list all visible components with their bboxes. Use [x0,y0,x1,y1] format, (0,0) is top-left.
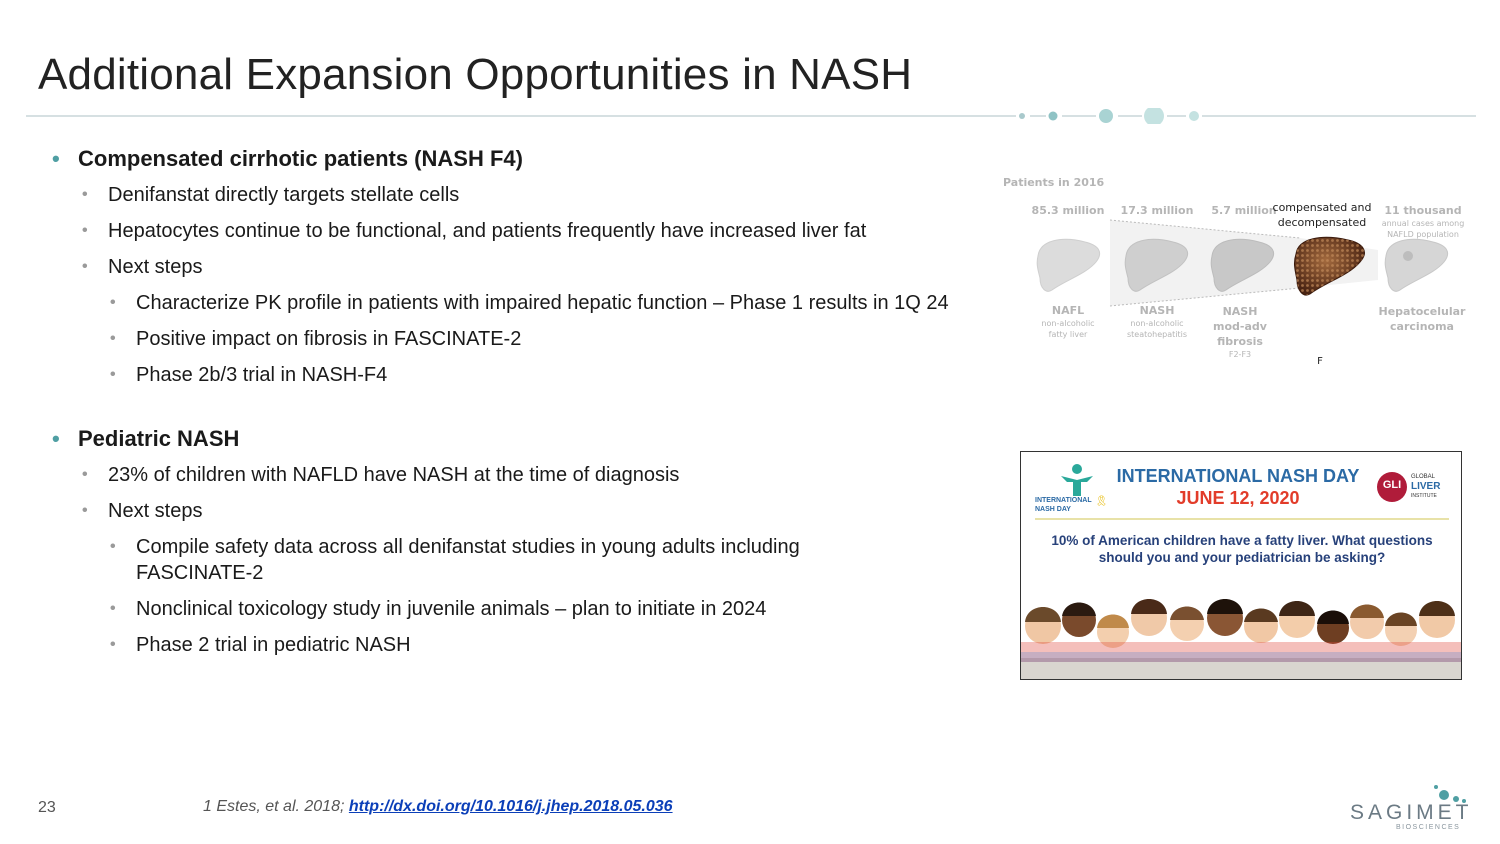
ribbon-icon: 🎗 [1095,496,1108,507]
stage-name: Hepatocelular carcinoma [1378,305,1466,333]
nash-day-banner [1020,451,1462,680]
sub-bullet-item: • Compile safety data across all denifanstat studies in young adults including FASCINATE-2 [52,534,892,586]
child-face [1025,599,1455,648]
gli-logo-text-top: GLOBAL [1411,474,1436,480]
nafld-progression-infographic [1000,168,1470,373]
bullet-content [52,146,982,658]
section-heading: • Compensated cirrhotic patients (NASH F4) [52,146,982,172]
sub-bullet-item: • Phase 2 trial in pediatric NASH [52,632,982,658]
infographic-header: Patients in 2016 [1003,176,1105,189]
gli-logo-text-bottom: INSTITUTE [1411,493,1437,499]
sagimet-logo [1348,783,1478,833]
nash-day-badge: INTERNATIONAL NASH DAY [1035,497,1092,513]
stage-count-cirrhosis: compensated and decompensated [1272,201,1372,229]
section-heading: • Pediatric NASH [52,426,982,452]
stage-name: NASH [1139,304,1175,317]
divider-dot [1019,113,1025,119]
liver-icon [1037,239,1099,291]
bullet-item: • 23% of children with NAFLD have NASH at the time of diagnosis [52,462,982,488]
stage-desc: annual cases among NAFLD population [1381,219,1465,239]
nash-day-person-icon [1057,462,1097,498]
stage-desc: non-alcoholic steatohepatitis [1126,319,1188,339]
sub-bullet-item: • Nonclinical toxicology study in juvenile animals – plan to initiate in 2024 [52,596,982,622]
stage-count: 5.7 million [1211,204,1277,217]
liver-icon [1385,239,1447,291]
stage-count: 85.3 million [1031,204,1105,217]
gli-logo [1377,468,1457,504]
logo-text: SAGIMET [1350,801,1473,824]
footnote-reference [203,798,673,816]
nash-day-date: JUNE 12, 2020 [1176,488,1300,508]
stage-count: 11 thousand [1384,204,1462,217]
stage-name: NASH mod-adv fibrosis [1213,305,1267,348]
nash-day-title: INTERNATIONAL NASH DAY [1116,466,1360,486]
stage-desc: F2-F3 [1228,350,1252,359]
divider-dot [1099,109,1113,123]
liver-progression-graphic [1000,208,1470,308]
bullet-item: • Hepatocytes continue to be functional, and patients frequently have increased liver fat [52,218,982,244]
nash-day-message: 10% of American children have a fatty liver. What questions should you and your pediatrician be asking? [1051,533,1433,565]
stage-name: NAFL [1051,304,1085,317]
footnote-text: 1 Estes, et al. 2018; [203,798,349,815]
bullet-item: • Next steps [52,254,982,280]
page-number: 23 [38,799,56,816]
gli-logo-short: GLI [1382,479,1402,491]
sub-bullet-item: • Positive impact on fibrosis in FASCINATE-2 [52,326,982,352]
title-divider [26,108,1476,124]
gli-logo-text-mid: LIVER [1411,481,1441,492]
divider-dot [1049,112,1058,121]
divider-dot [1144,108,1164,124]
stage-desc: non-alcoholic fatty liver [1041,319,1095,339]
sub-bullet-item: • Phase 2b/3 trial in NASH-F4 [52,362,982,388]
sub-bullet-item: • Characterize PK profile in patients with impaired hepatic function – Phase 1 results in 1Q 24 [52,290,952,316]
footnote-link[interactable]: http://dx.doi.org/10.1016/j.jhep.2018.05.036 [348,798,673,815]
bullet-item: • Next steps [52,498,982,524]
stage-count: 17.3 million [1120,204,1194,217]
stage-name: F [1317,356,1323,367]
children-photo [1021,580,1462,680]
page-title: Additional Expansion Opportunities in NASH [38,50,913,99]
bullet-item: • Denifanstat directly targets stellate cells [52,182,982,208]
divider-dot [1189,111,1199,121]
logo-subtext: BIOSCIENCES [1396,824,1461,831]
